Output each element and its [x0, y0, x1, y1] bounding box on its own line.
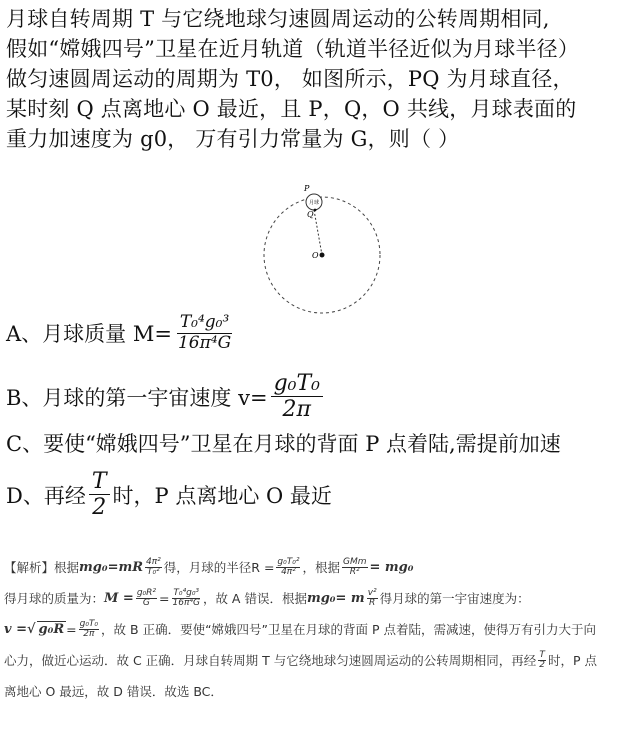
sol1-math-mr: =mR — [107, 560, 144, 575]
solution-line-2 — [4, 583, 634, 614]
sol1-frac-1 — [145, 558, 162, 577]
sol2-frac-3 — [367, 589, 378, 608]
solution-line-3 — [4, 614, 634, 645]
solution-line-4 — [4, 645, 634, 676]
sol3-frac-1-den: 2π — [83, 629, 95, 639]
question-line-2: 假如“嫦娥四号”卫星在近月轨道（轨道半径近似为月球半径） — [6, 37, 580, 61]
option-a-fraction — [175, 314, 234, 353]
sol1-math-mg0: mg₀ — [79, 560, 108, 575]
sol2-text-a: 得月球的质量为： — [4, 591, 105, 606]
option-b-numerator: g₀T₀ — [271, 372, 323, 397]
question-stem — [6, 4, 634, 154]
sol1-frac-2-den: 4π² — [281, 567, 296, 577]
sol2-frac-2-den: 16π⁴G — [172, 598, 200, 608]
label-o: O — [312, 251, 319, 260]
option-a-prefix: A、月球质量 M= — [6, 322, 172, 347]
question-line-3: 做匀速圆周运动的周期为 T0， 如图所示，PQ 为月球直径， — [6, 67, 574, 91]
sol3-sqrt-body: g₀R — [38, 622, 65, 637]
sol2-text-b: ，故 A 错误．根据 — [202, 591, 307, 606]
orbit-figure — [258, 184, 388, 324]
sol2-frac-1-den: G — [142, 598, 150, 608]
sol4-text-b: 时，P 点 — [548, 653, 598, 668]
sol1-frac-2-num: g₀T₀² — [277, 557, 300, 567]
option-d-prefix: D、再经 — [6, 483, 86, 508]
sol4-frac-num: T — [539, 650, 545, 660]
solution-line-5: 离地心 O 最远，故 D 错误．故选 BC． — [4, 684, 223, 699]
sol2-frac-2 — [172, 589, 201, 608]
sol3-sqrt: √ g₀R — [26, 622, 65, 637]
sol3-frac-1 — [79, 620, 99, 639]
option-c-text: C、要使“嫦娥四号”卫星在月球的背面 P 点着陆,需提前加速 — [6, 432, 561, 456]
label-q: Q — [307, 210, 314, 219]
sol1-frac-1-num: 4π² — [146, 557, 161, 567]
option-a-numerator: T₀⁴g₀³ — [177, 314, 232, 334]
sol2-text-c: 得月球的第一宇宙速度为： — [379, 591, 530, 606]
option-b — [6, 372, 326, 421]
option-d-suffix: 时，P 点离地心 O 最近 — [112, 483, 332, 508]
option-a — [6, 314, 237, 353]
sol1-text-a: 【解析】根据 — [4, 560, 80, 575]
sol2-frac-1-num: g₀R² — [136, 588, 157, 598]
sol2-frac-1 — [136, 589, 157, 608]
sol3-math-v: v = — [4, 622, 27, 637]
option-a-denominator: 16π⁴G — [177, 332, 232, 353]
sol2-math-m2: = m — [335, 591, 365, 606]
option-d-numerator: T — [89, 470, 110, 495]
label-p: P — [304, 184, 310, 193]
option-d-denominator: 2 — [92, 495, 107, 521]
sol4-frac — [538, 651, 546, 670]
moon-label: 月球 — [308, 200, 320, 206]
sol1-frac-3 — [342, 558, 368, 577]
question-line-4: 某时刻 Q 点离地心 O 最近，且 P，Q，O 共线，月球表面的 — [6, 97, 577, 121]
sol2-math-m: M = — [104, 591, 134, 606]
point-q-dot — [314, 209, 317, 212]
sol1-frac-2 — [276, 558, 300, 577]
sol2-frac-2-num: T₀⁴g₀³ — [173, 588, 200, 598]
option-d-fraction — [89, 470, 110, 519]
solution-block — [4, 552, 634, 707]
sol1-frac-3-num: GMm — [342, 557, 367, 567]
pq-line — [314, 210, 322, 255]
option-c — [6, 428, 561, 458]
sol2-frac-3-den: R — [369, 598, 376, 608]
sol1-frac-3-den: R² — [349, 567, 360, 577]
sol3-text: ，故 B 正确．要使“嫦娥四号”卫星在月球的背面 P 点着陆，需减速，使得万有引力大于向 — [101, 622, 597, 637]
sol2-math-mg0: mg₀ — [306, 591, 336, 606]
option-b-fraction — [271, 372, 323, 421]
question-line-1: 月球自转周期 T 与它绕地球匀速圆周运动的公转周期相同, — [6, 7, 550, 31]
sol2-frac-3-num: v² — [367, 588, 377, 598]
option-d — [6, 470, 332, 519]
sol1-text-c: ，根据 — [302, 560, 340, 575]
option-b-prefix: B、月球的第一宇宙速度 v= — [6, 385, 268, 410]
sol2-equals: = — [159, 591, 170, 606]
sol1-frac-1-den: T₀² — [147, 567, 160, 577]
sol1-text-b: 得，月球的半径R = — [163, 560, 275, 575]
solution-line-1 — [4, 552, 634, 583]
option-b-denominator: 2π — [282, 397, 312, 423]
sol3-frac-1-num: g₀T₀ — [79, 619, 99, 629]
sol3-equals: = — [66, 622, 77, 637]
earth-center-dot — [320, 253, 325, 258]
sol4-frac-den: 2 — [539, 660, 545, 670]
sol1-math-eq: = mg₀ — [369, 560, 414, 575]
question-line-5: 重力加速度为 g0， 万有引力常量为 G，则（ ） — [6, 127, 460, 151]
sol4-text-a: 心力，做近心运动．故 C 正确．月球自转周期 T 与它绕地球匀速圆周运动的公转周期相同，再经 — [4, 653, 537, 668]
